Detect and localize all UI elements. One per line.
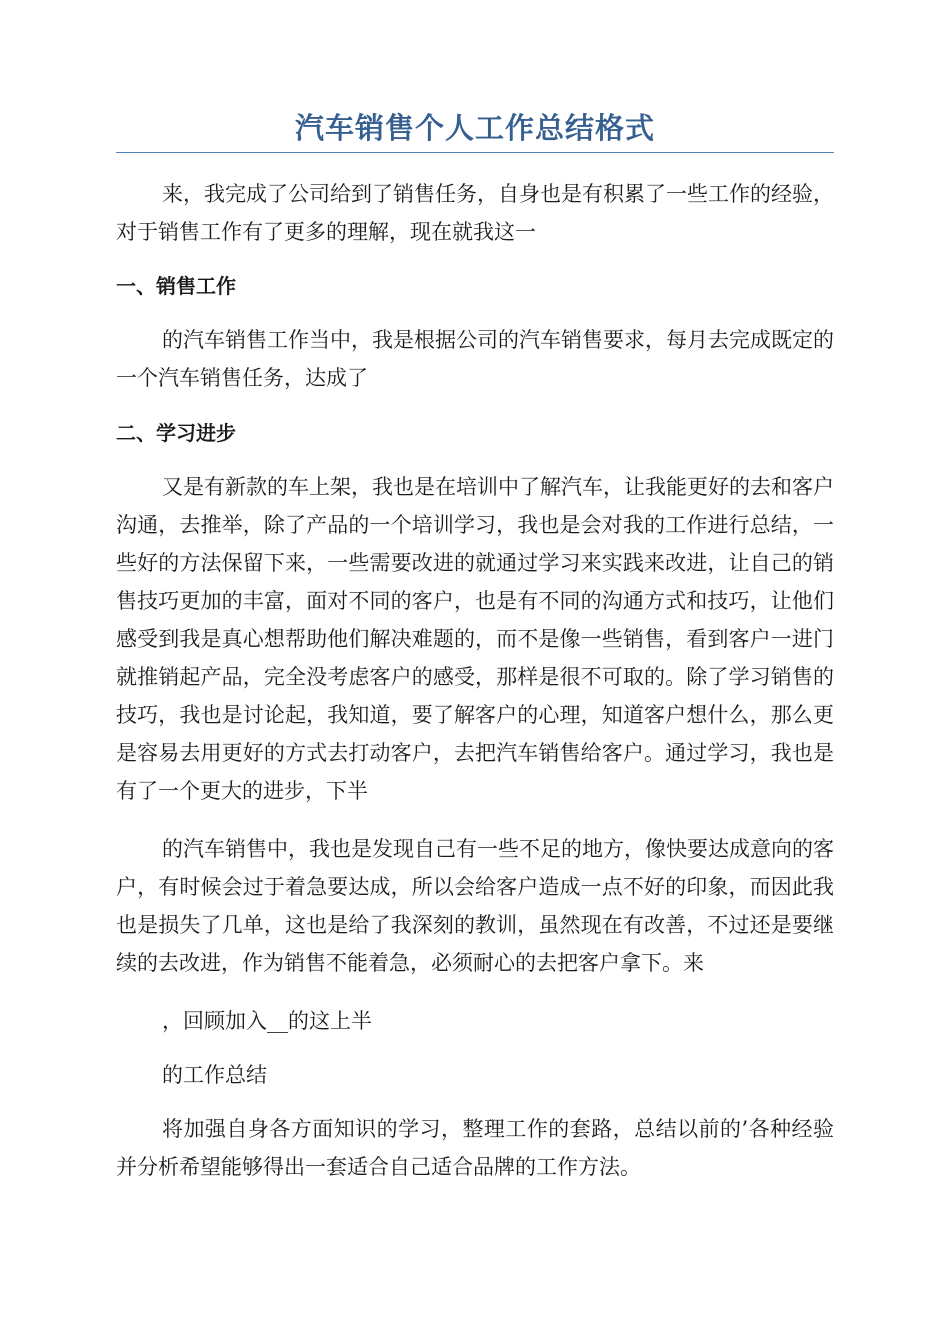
sales-paragraph: 的汽车销售工作当中，我是根据公司的汽车销售要求，每月去完成既定的一个汽车销售任务，达成了: [116, 328, 834, 390]
document-page: [116, 108, 834, 1186]
intro-paragraph: 来，我完成了公司给到了销售任务，自身也是有积累了一些工作的经验，对于销售工作有了更多的理解，现在就我这一: [116, 182, 834, 244]
document-title: 汽车销售个人工作总结格式: [116, 108, 834, 153]
section-heading-learning: 二、学习进步: [116, 421, 236, 445]
closing-paragraph: 将加强自身各方面知识的学习，整理工作的套路，总结以前的’各种经验并分析希望能够得出一套适合自己适合品牌的工作方法。: [116, 1117, 834, 1179]
section-heading-sales: 一、销售工作: [116, 274, 236, 298]
learning-paragraph: 又是有新款的车上架，我也是在培训中了解汽车，让我能更好的去和客户沟通，去推举，除了产品的一个培训学习，我也是会对我的工作进行总结，一些好的方法保留下来，一些需要改进的就通过学习来实践来改进，让自己的销售技巧更加的丰富，面对不同的客户，也是有不同的沟通方式和技巧，让他们感受到我是真心想帮助他们解决难题的，而不是像一些销售，看到客户一进门就推销起产品，完全没考虑客户的感受，那样是很不可取的。除了学习销售的技巧，我也是讨论起，我知道，要了解客户的心理，知道客户想什么，那么更是容易去用更好的方式去打动客户，去把汽车销售给客户。通过学习，我也是有了一个更大的进步，下半: [116, 475, 834, 803]
shortcoming-paragraph: 的汽车销售中，我也是发现自己有一些不足的地方，像快要达成意向的客户，有时候会过于着急要达成，所以会给客户造成一点不好的印象，而因此我也是损失了几单，这也是给了我深刻的教训，虽然现在有改善，不过还是要继续的去改进，作为销售不能着急，必须耐心的去把客户拿下。来: [116, 837, 834, 975]
work-summary-line: 的工作总结: [162, 1063, 267, 1087]
review-line: ，回顾加入__的这上半: [162, 1009, 372, 1033]
